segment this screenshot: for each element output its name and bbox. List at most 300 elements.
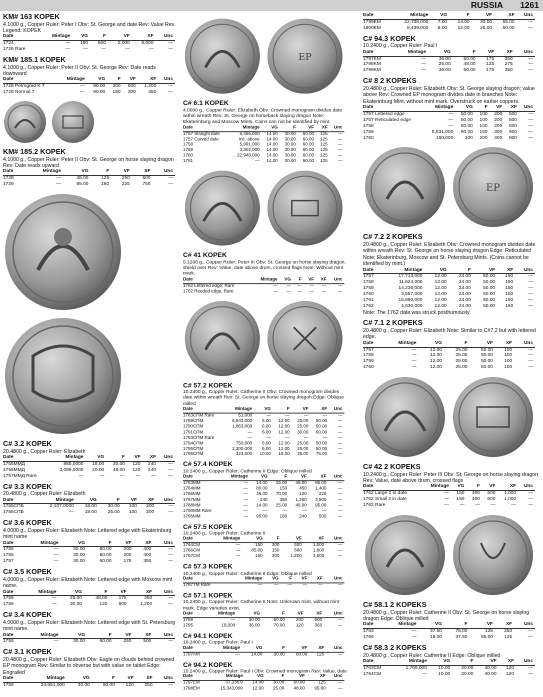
table-cell: 1762 Rare: [363, 503, 386, 509]
catalog-entry: [363, 13, 539, 32]
table-cell: 6.00: [262, 424, 271, 430]
column-header: VF: [289, 475, 309, 481]
column-header: Unc: [517, 13, 535, 19]
column-header: F: [92, 676, 117, 682]
column-header: Mintage: [49, 455, 85, 461]
table-cell: —: [302, 508, 307, 514]
column-header: Date: [3, 498, 36, 504]
table-cell: 1757: [363, 347, 374, 353]
table-cell: —: [421, 56, 426, 62]
column-header: Date: [183, 612, 203, 618]
mintage-table: [183, 612, 344, 630]
table-cell: 1729: [3, 182, 14, 188]
table-cell: 1757 Straight date: [183, 131, 220, 137]
column-header: F: [273, 407, 292, 413]
table-cell: 200: [123, 547, 132, 553]
table-cell: 25.00: [455, 353, 468, 359]
table-cell: 125: [318, 681, 326, 686]
table-cell: 6.00: [262, 430, 271, 435]
catalog-entry: [363, 601, 539, 641]
table-cell: 125: [320, 137, 328, 143]
table-cell: —: [235, 554, 241, 560]
column-header: Unc: [518, 484, 535, 490]
mintage-table: [183, 537, 344, 560]
column-header: Unc: [326, 537, 344, 543]
table-cell: —: [528, 497, 533, 503]
coin-reverse-image: [3, 316, 123, 436]
table-cell: 180: [279, 514, 288, 520]
table-cell: 30.00: [77, 682, 90, 688]
entry-description: 10.2400 g., Copper Ruler: Paul I: [363, 43, 438, 50]
table-cell: 120: [506, 665, 515, 671]
column-header: Unc: [156, 34, 175, 40]
entry-title: C# 8 2 KOPEKS: [363, 76, 417, 86]
table-cell: 150: [505, 286, 514, 292]
table-cell: 100: [479, 111, 488, 117]
column-header: F: [452, 659, 475, 665]
column-header: Date: [183, 537, 211, 543]
table-cell: 12.00: [429, 359, 442, 365]
table-cell: 12.00: [434, 303, 447, 309]
table-cell: —: [263, 508, 268, 514]
table-cell: 200: [479, 135, 488, 141]
table-cell: 25.00: [275, 481, 288, 486]
table-cell: 1757: [3, 559, 14, 565]
table-cell: 30.00: [284, 137, 296, 143]
table-cell: —: [80, 90, 85, 96]
table-cell: 14.00: [457, 19, 470, 25]
table-cell: 500: [508, 123, 517, 129]
table-cell: —: [168, 547, 173, 553]
column-header: VF: [117, 676, 136, 682]
entry-description: 20.4800 g., Copper Ruler: Catherine II Obv: St. George on horse slaying dragon Edge: Oblique milled: [363, 609, 530, 622]
table-cell: 1,800: [312, 548, 325, 554]
table-cell: 240: [299, 514, 307, 520]
entry-title: C# 58.1 2 KOPEKS: [363, 600, 427, 610]
table-cell: 360: [314, 623, 323, 629]
table-cell: 600: [294, 548, 302, 554]
table-cell: —: [53, 559, 59, 565]
table-cell: 600: [127, 84, 136, 90]
mintage-table: [3, 455, 175, 480]
table-cell: —: [528, 347, 533, 353]
table-cell: —: [411, 359, 417, 365]
table-row: [3, 474, 175, 480]
table-cell: 6.00: [262, 419, 271, 424]
table-cell: —: [309, 289, 315, 295]
column-header: VF: [127, 455, 143, 461]
table-cell: —: [56, 176, 61, 182]
entry-description: 4.1000 g., Copper Ruler: Peter I Obv: St. George and date Rev: Value Rev. Legend: KOPEK: [3, 21, 176, 34]
mintage-table: [363, 341, 535, 372]
table-cell: 30.00: [284, 159, 296, 165]
table-cell: 175: [486, 56, 495, 62]
table-cell: 3,302,000: [239, 148, 260, 154]
table-cell: —: [459, 503, 465, 509]
table-cell: 50.00: [502, 25, 515, 31]
column-header: Unc: [515, 268, 535, 274]
table-cell: 125: [101, 176, 110, 182]
table-cell: 12.00: [278, 446, 290, 452]
column-header: VG: [72, 34, 90, 40]
table-cell: Inc. above: [238, 137, 260, 143]
table-cell: 40.00: [484, 671, 497, 677]
table-cell: —: [444, 497, 449, 503]
coin-images: [3, 316, 179, 436]
table-row: [183, 554, 344, 560]
table-cell: 24.00: [458, 280, 471, 286]
table-cell: 600: [314, 618, 323, 623]
table-cell: 600: [508, 129, 517, 135]
coin-reverse-image: [451, 375, 535, 459]
table-row: [183, 652, 344, 658]
table-cell: 150: [505, 274, 514, 280]
table-cell: —: [528, 25, 533, 31]
column-header: VF: [475, 659, 498, 665]
table-cell: —: [53, 547, 59, 553]
entry-title: KM# 185.1 KOPEK: [3, 55, 66, 65]
table-cell: 60.00: [293, 681, 305, 686]
table-cell: 125: [504, 635, 513, 641]
table-cell: —: [337, 514, 343, 520]
entry-description: 4.0000 g., Copper Ruler: Elizabeth Obv: Crowned monogram divides date within wreath Rev: St. George on horseback slaying dragon Note: Ekaterinburg and Moscow Mints. Coins can not be identified by mint.: [183, 107, 343, 125]
table-cell: 25.00: [272, 686, 285, 692]
table-cell: —: [321, 508, 327, 514]
table-cell: 30.00: [248, 618, 260, 623]
table-cell: 180: [80, 41, 89, 47]
table-cell: 50.00: [483, 274, 496, 280]
table-cell: 1728 Normal 7: [3, 90, 35, 96]
table-cell: 60.00: [273, 618, 285, 623]
table-cell: 240: [148, 467, 157, 473]
table-cell: 150: [271, 548, 280, 554]
column-header: F: [475, 105, 490, 111]
table-cell: —: [168, 41, 173, 47]
table-cell: 10.00: [259, 452, 271, 458]
table-cell: —: [337, 446, 343, 452]
column-header: XF: [133, 541, 153, 547]
column-header: VF: [109, 590, 128, 596]
column-header: F: [99, 498, 122, 504]
catalog-entry: [3, 483, 179, 517]
table-cell: 200: [146, 510, 155, 516]
column-header: F: [269, 475, 289, 481]
coin-obverse-image: [363, 145, 447, 229]
table-cell: 1756: [3, 682, 14, 688]
entry-description: 20.4800 g., Copper Ruler: Elizabeth Obv: Crowned monogram divides date within wreath Rev: St. George on horse slaying dragon Edge: Reticulated Note: Ekaterinburg, Moscow and St. Petersburg Mints. (Coins cannot be identified by mint.): [363, 241, 536, 268]
table-cell: 175: [118, 596, 127, 602]
column-header: VF: [114, 633, 134, 639]
column-header: VF: [111, 169, 132, 175]
coin-obverse-image: [183, 299, 262, 378]
table-row: [183, 515, 344, 521]
table-cell: —: [411, 635, 417, 641]
table-cell: —: [287, 583, 292, 588]
table-cell: —: [528, 68, 533, 74]
table-cell: —: [168, 182, 173, 188]
table-cell: 150: [505, 303, 514, 309]
table-cell: 3,089,0000: [59, 467, 84, 473]
column-header: XF: [139, 498, 156, 504]
mintage-table: [183, 675, 344, 693]
entry-description: 4.0000 g., Copper Ruler: Elizabeth Note: Lettered edge with Ekaterinburg mint name: [3, 527, 172, 541]
entry-title: C# 94.3 KOPEK: [363, 33, 416, 43]
column-header: Date: [183, 475, 223, 481]
table-cell: —: [168, 510, 173, 516]
table-cell: —: [337, 618, 343, 623]
table-cell: —: [421, 62, 426, 68]
table-cell: —: [528, 635, 533, 641]
table-cell: 25.00: [297, 441, 309, 447]
table-cell: 1759: [363, 359, 374, 365]
table-cell: 1,400: [315, 486, 327, 492]
column-header: Mintage: [211, 646, 242, 652]
catalog-entry: [3, 148, 179, 188]
table-cell: 1799EM: [363, 19, 381, 25]
mintage-table: [363, 268, 535, 310]
table-cell: 100: [504, 347, 513, 353]
table-cell: 240: [148, 461, 157, 467]
table-cell: —: [302, 583, 308, 588]
column-header: Mintage: [25, 169, 63, 175]
table-cell: —: [297, 283, 302, 289]
column-header: Date: [363, 341, 383, 347]
column-header: F: [87, 541, 114, 547]
column-header: F: [449, 268, 473, 274]
mintage-table: [183, 277, 344, 295]
table-cell: 6,455,000: [239, 131, 260, 137]
coin-obverse-image: [183, 169, 262, 248]
column-header: XF: [132, 34, 156, 40]
table-cell: 30.00: [284, 153, 296, 159]
coin-images: [183, 299, 348, 378]
table-cell: 25.00: [297, 424, 309, 430]
table-cell: 46.00: [295, 503, 307, 509]
column-header: Mintage: [23, 590, 58, 596]
column-header: XF: [310, 407, 329, 413]
table-cell: 1755: [3, 639, 14, 645]
table-cell: 1759: [363, 129, 374, 135]
table-cell: 800: [508, 135, 517, 141]
column-header: Mintage: [209, 675, 245, 681]
table-cell: 24.00: [458, 286, 471, 292]
table-cell: 1757 Lettered edge: [363, 111, 405, 117]
table-cell: —: [168, 639, 173, 645]
table-cell: —: [528, 56, 533, 62]
table-cell: —: [337, 289, 343, 295]
column-header: Unc: [325, 577, 345, 583]
column-header: VG: [418, 622, 444, 628]
table-cell: 1755CПБ: [3, 504, 24, 510]
column-header: Unc: [329, 407, 344, 413]
table-cell: 1756: [3, 602, 14, 608]
table-cell: —: [120, 473, 125, 479]
catalog-entry: [183, 523, 348, 560]
table-cell: 1760: [183, 153, 194, 159]
table-cell: 55.00: [502, 19, 515, 25]
table-cell: 60.00: [302, 159, 315, 165]
table-cell: —: [411, 365, 417, 371]
column-header: XF: [495, 341, 514, 347]
mintage-table: [183, 646, 344, 658]
table-cell: 25.00: [455, 365, 468, 371]
entry-description: 4.1000 g., Copper Ruler: Peter II Obv: St. George Rev: Date reads downward: [3, 64, 156, 77]
table-cell: —: [337, 486, 343, 492]
table-cell: 95.00: [315, 481, 327, 486]
table-cell: 37,338.0: [225, 681, 243, 686]
column-header: Date: [183, 407, 224, 413]
column-header: Date: [3, 169, 25, 175]
table-cell: 24.00: [458, 292, 471, 298]
table-cell: 1793CПМ Rare: [183, 435, 215, 441]
table-cell: —: [337, 543, 343, 549]
table-cell: 150: [279, 486, 288, 492]
table-cell: 3,500: [315, 497, 327, 503]
column-header: Unc: [155, 676, 176, 682]
column-header: Mintage: [59, 77, 87, 83]
table-cell: 150: [456, 491, 465, 497]
table-cell: 1,200: [295, 497, 307, 503]
table-cell: —: [421, 68, 426, 74]
entry-description: 10.2400 g., Copper Ruler: Paul I: [183, 639, 253, 646]
column-header: VF: [287, 612, 306, 618]
column-header: VF: [281, 537, 303, 543]
table-cell: —: [168, 176, 173, 182]
table-cell: 1757MMД Rare: [3, 473, 37, 479]
table-cell: 14,236,000: [398, 286, 423, 292]
table-cell: 25.00: [455, 359, 468, 365]
table-cell: 12.00: [434, 274, 447, 280]
table-cell: —: [337, 623, 343, 629]
table-cell: 1797AM: [183, 652, 200, 658]
column-header: Date: [3, 77, 59, 83]
table-cell: 50.00: [460, 123, 473, 129]
table-cell: 30.00: [297, 430, 309, 435]
table-cell: —: [168, 553, 173, 559]
table-cell: —: [422, 671, 427, 677]
table-cell: 1791CПМ: [183, 430, 204, 435]
column-header: Date: [183, 125, 230, 131]
table-cell: 2,107,0000: [49, 504, 74, 510]
column-header: Mintage: [24, 633, 61, 639]
table-cell: 12.00: [429, 353, 442, 359]
table-cell: 6,943,000: [232, 419, 253, 424]
column-header: VF: [123, 77, 138, 83]
column-header: Mintage: [39, 34, 72, 40]
entry-title: C# 3.4 KOPEK: [3, 610, 52, 620]
column-header: VF: [472, 13, 495, 19]
table-cell: 600: [118, 602, 127, 608]
table-cell: —: [337, 548, 343, 554]
table-cell: 400: [494, 135, 503, 141]
table-cell: —: [65, 47, 71, 53]
column-header: XF: [309, 475, 329, 481]
catalog-entry: [363, 463, 539, 509]
table-cell: 1788: [183, 618, 194, 623]
table-cell: —: [274, 583, 279, 588]
table-cell: —: [411, 347, 417, 353]
column-header: F: [87, 633, 114, 639]
page-header-bar: [0, 0, 543, 11]
table-cell: 5,991,000: [239, 142, 260, 148]
table-cell: 120: [506, 671, 515, 677]
table-cell: 14.00: [252, 681, 264, 686]
table-cell: —: [168, 467, 173, 473]
column-header: VG: [237, 612, 262, 618]
entry-title: C# 57.4 KOPEK: [183, 459, 233, 469]
table-row: [183, 452, 344, 458]
table-cell: —: [273, 283, 278, 289]
table-cell: —: [337, 452, 343, 458]
mintage-table: [3, 169, 175, 188]
table-cell: 1755: [3, 596, 14, 602]
table-row: [3, 682, 175, 688]
table-cell: 175: [123, 559, 132, 565]
table-cell: —: [448, 123, 454, 129]
table-cell: —: [337, 681, 343, 686]
table-cell: 12.00: [434, 286, 447, 292]
catalog-entry: [363, 77, 539, 141]
table-cell: 1787TM Rare: [183, 583, 211, 588]
column-header: VG: [429, 659, 452, 665]
table-cell: 450: [148, 90, 157, 96]
column-header: Unc: [516, 659, 535, 665]
table-cell: 1756MMД: [3, 467, 25, 473]
coin-obverse-image: [363, 375, 447, 459]
entry-description: 10.2400 g., Copper Ruler: Catherine II Note: Unknown mint, without mint mark. Edge varieties exist.: [183, 599, 340, 612]
table-cell: 120: [132, 461, 141, 467]
table-cell: —: [247, 430, 253, 435]
column-header: Mintage: [224, 407, 254, 413]
table-cell: 25.00: [297, 446, 309, 452]
table-cell: 1756: [3, 553, 14, 559]
table-cell: 70.00: [275, 492, 288, 498]
table-cell: —: [490, 503, 496, 509]
table-cell: 100: [504, 359, 513, 365]
table-cell: 6.00: [262, 446, 271, 452]
table-cell: 25.00: [455, 347, 468, 353]
column-header: Mintage: [422, 484, 451, 490]
table-cell: 1790MM Rare: [183, 508, 212, 514]
table-cell: 50.00: [315, 424, 328, 430]
table-cell: —: [243, 481, 248, 486]
table-cell: —: [168, 682, 173, 688]
table-cell: 1797KM: [363, 56, 381, 62]
table-row: [183, 289, 344, 295]
table-cell: 1,200: [140, 602, 153, 608]
column-header: Mintage: [211, 537, 242, 543]
table-cell: 60.00: [99, 553, 112, 559]
header-page-number: 1261: [520, 0, 539, 10]
column-header: VG: [242, 646, 264, 652]
table-cell: 50.00: [315, 446, 328, 452]
table-cell: —: [243, 492, 248, 498]
table-cell: 12.00: [434, 292, 447, 298]
table-cell: 5,831,000: [431, 129, 454, 135]
table-cell: 1795: [183, 623, 194, 629]
table-cell: —: [318, 583, 323, 588]
table-cell: 24.00: [458, 298, 471, 304]
entry-description: 10.2400 g., Copper Ruler: Catherine II Edge: Oblique milled: [183, 468, 312, 475]
table-cell: 20.00: [461, 671, 474, 677]
entry-title: C# 7.2 2 KOPEKS: [363, 232, 423, 242]
entry-title: C# 94.2 KOPEK: [183, 659, 233, 669]
table-cell: —: [282, 508, 288, 514]
entry-description: 20.4800 g., Copper Ruler: Elizabeth Obv: St. George slaying dragon; value above Rev: Crowned EP monogram divides date in branches Note: Ekaterinburg Mint, without mint mark. Overstruck on earlier coppers.: [363, 85, 535, 105]
column-header: F: [449, 13, 472, 19]
table-cell: 14.00: [266, 148, 278, 154]
column-header: XF: [316, 125, 330, 131]
